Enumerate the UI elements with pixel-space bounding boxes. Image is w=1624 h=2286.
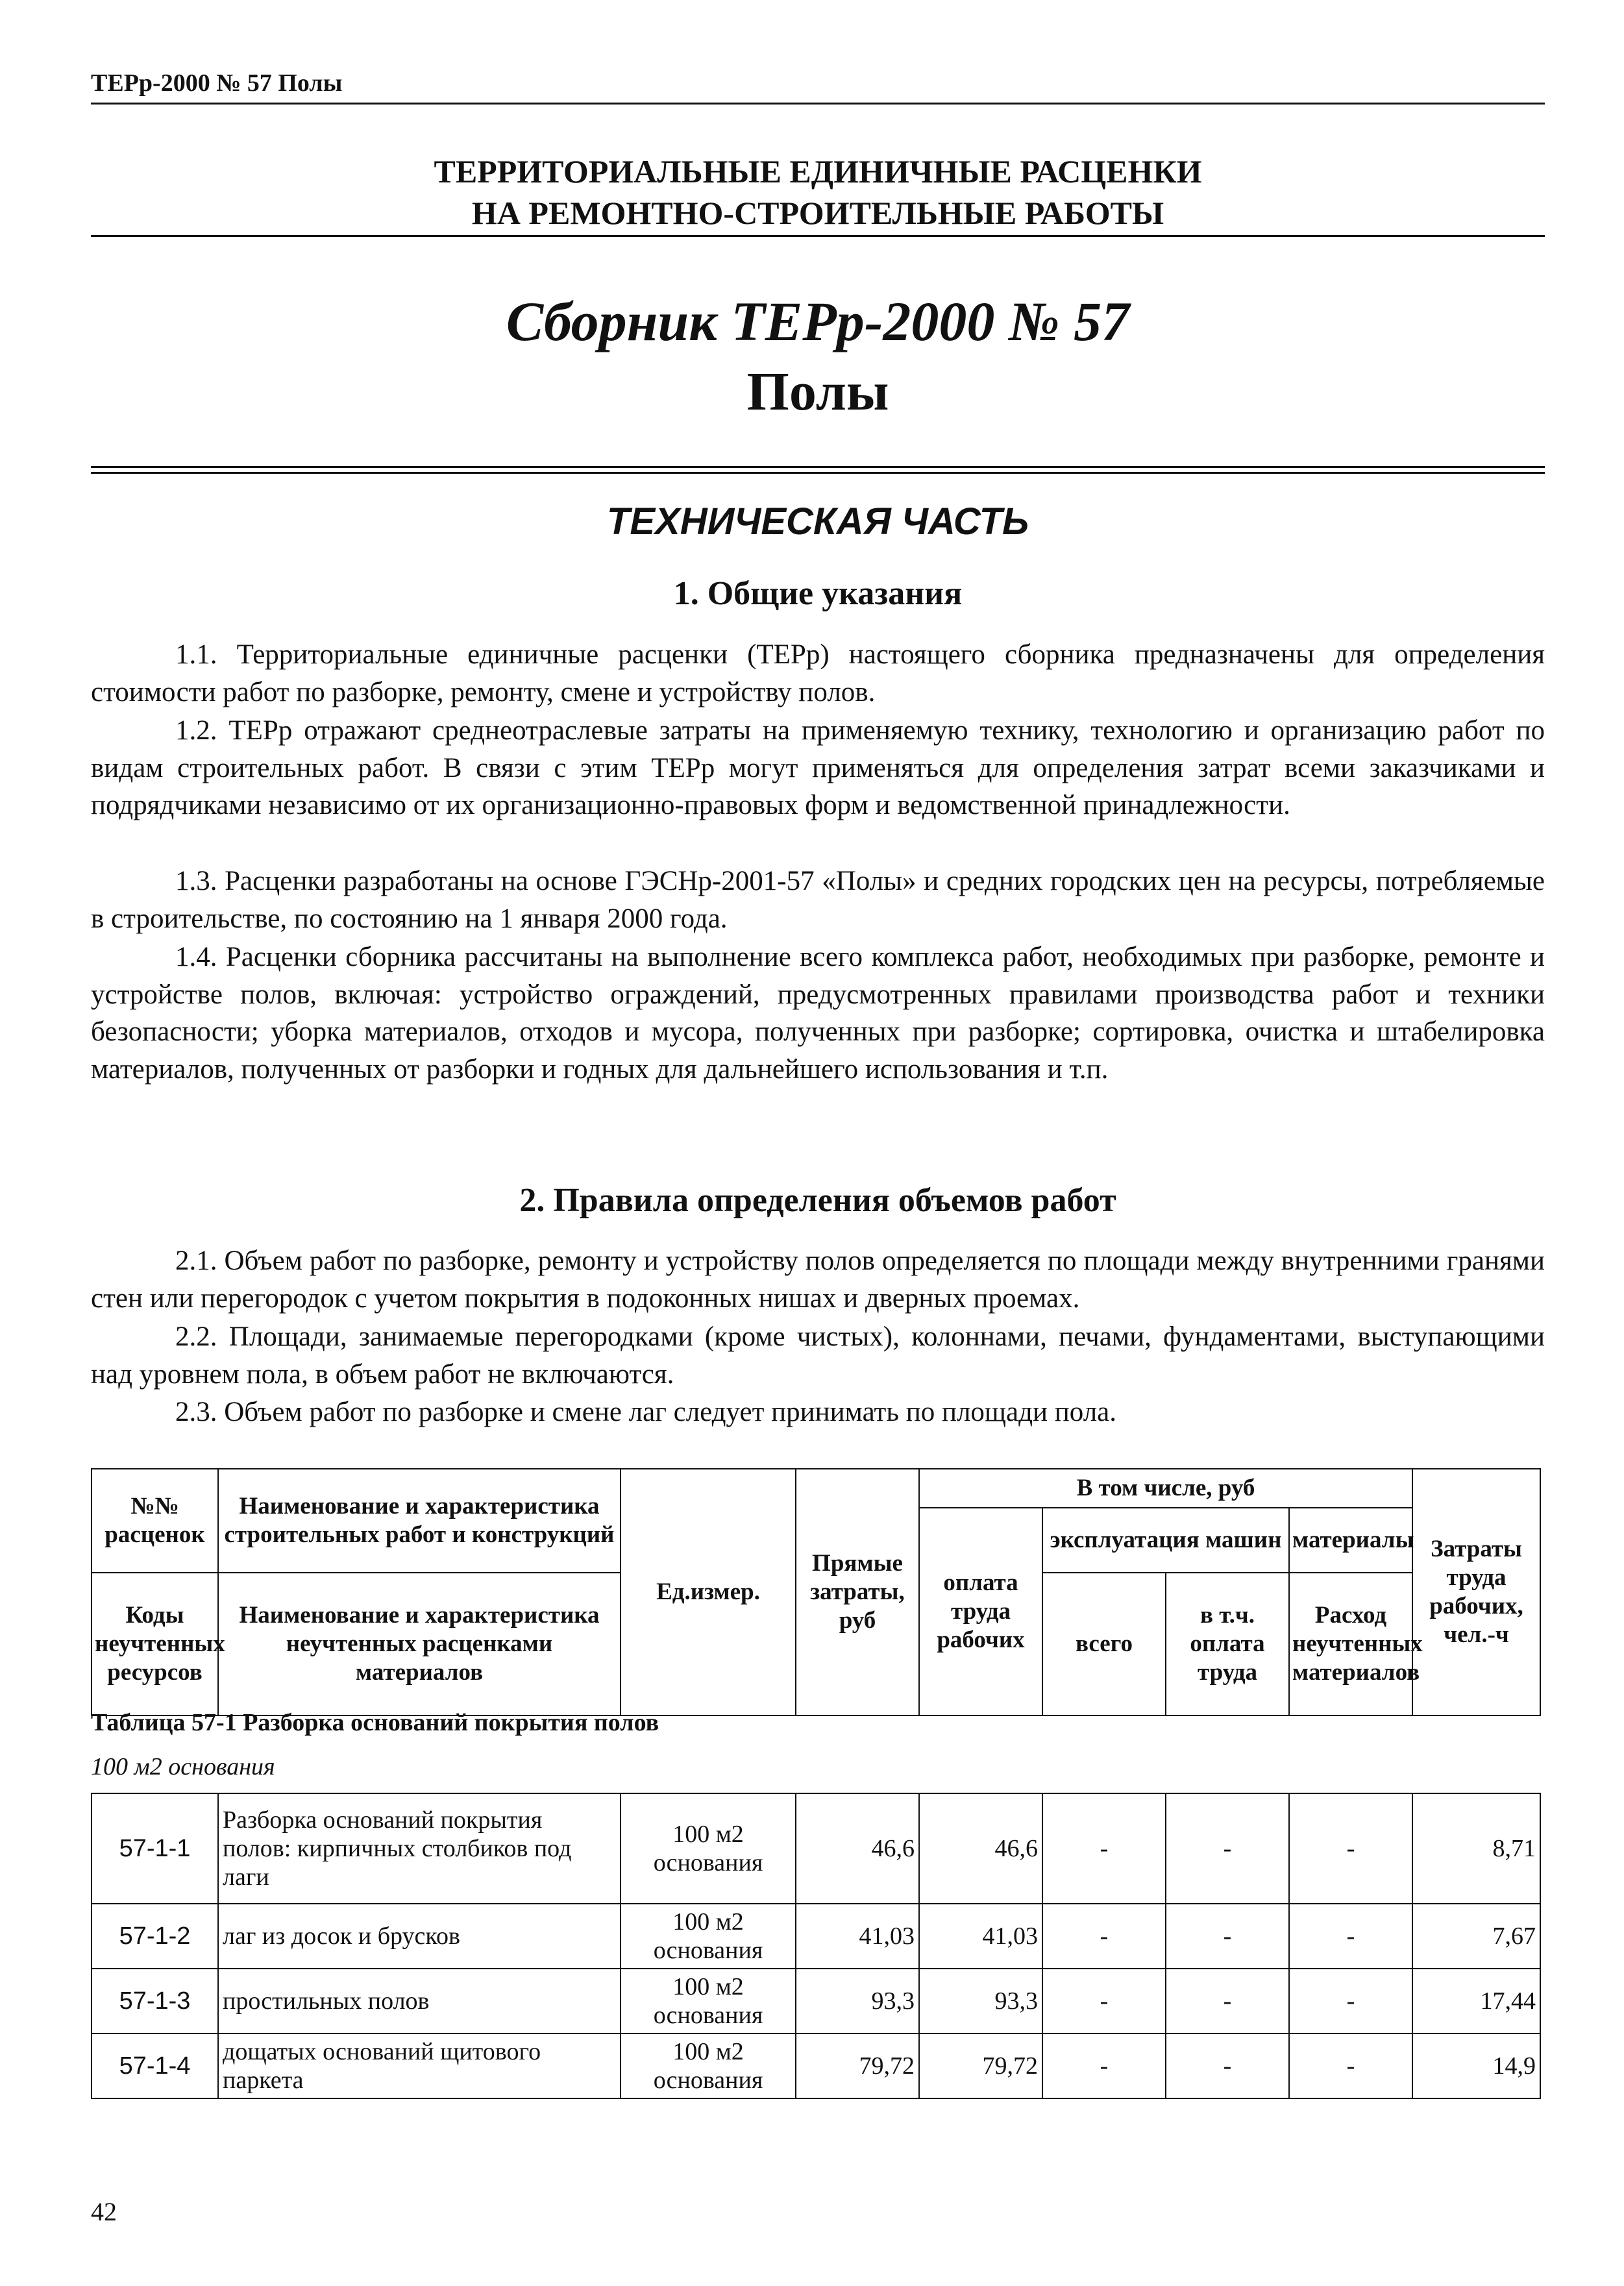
rate-machines: - — [1042, 1969, 1166, 2034]
rate-unit: 100 м2 основания — [621, 1904, 796, 1969]
header-total: всего — [1042, 1573, 1166, 1715]
table-row — [92, 1969, 1540, 2034]
rate-code: 57-1-1 — [92, 1793, 218, 1904]
rate-code: 57-1-3 — [92, 1969, 218, 2034]
header-direct-costs: Прямые затраты, руб — [796, 1469, 919, 1715]
header-codes: Коды неучтенных ресурсов — [92, 1573, 218, 1715]
rate-hours: 7,67 — [1412, 1904, 1540, 1969]
collection-title: Сборник ТЕРр-2000 № 57 — [506, 290, 1130, 352]
rate-unit: 100 м2 основания — [621, 2034, 796, 2098]
paragraph-1-3: 1.3. Расценки разработаны на основе ГЭСНр-2001-57 «Полы» и средних городских цен на ресурсы, потребляемые в строительстве, по состоянию на 1 января 2000 года. — [91, 866, 1545, 934]
table-row — [92, 2034, 1540, 2098]
rate-machines: - — [1042, 2034, 1166, 2098]
rate-unit: 100 м2 основания — [621, 1969, 796, 2034]
rates-rows-table — [91, 1793, 1541, 2099]
rate-name: Разборка оснований покрытия полов: кирпичных столбиков под лаги — [218, 1793, 621, 1904]
paragraph-2-1: 2.1. Объем работ по разборке, ремонту и устройству полов определяется по площади между внутренними гранями стен или перегородок с учетом покрытия в подоконных нишах и дверных проемах. — [91, 1246, 1545, 1314]
page-number: 42 — [91, 2197, 117, 2226]
table-row — [92, 1904, 1540, 1969]
rate-labor-pay: 41,03 — [919, 1904, 1042, 1969]
rate-labor-pay: 93,3 — [919, 1969, 1042, 2034]
rate-labor-pay: 46,6 — [919, 1793, 1042, 1904]
rate-unit: 100 м2 основания — [621, 1793, 796, 1904]
rate-machines: - — [1042, 1904, 1166, 1969]
section-2-heading: 2. Правила определения объемов работ — [519, 1182, 1116, 1219]
rate-operator: - — [1166, 1904, 1289, 1969]
rate-materials: - — [1289, 1793, 1412, 1904]
rate-code: 57-1-4 — [92, 2034, 218, 2098]
rate-materials: - — [1289, 1904, 1412, 1969]
section-1-heading: 1. Общие указания — [673, 575, 963, 612]
rate-labor-pay: 79,72 — [919, 2034, 1042, 2098]
running-head: ТЕРр-2000 № 57 Полы — [91, 69, 1545, 104]
header-material-name: Наименование и характеристика неучтенных расценками материалов — [218, 1573, 621, 1715]
paragraph-1-4: 1.4. Расценки сборника рассчитаны на выполнение всего комплекса работ, необходимых при разборке, ремонте и устройстве полов, включая: устройство ограждений, предусмотренных правилами производства работ и техники безопасности; уборка материалов, отходов и мусора, полученных при разборке; сортировка, очистка и штабелировка материалов, полученных от разборки и годных для дальнейшего использования и т.п. — [91, 942, 1545, 1085]
rate-direct: 79,72 — [796, 2034, 919, 2098]
rate-operator: - — [1166, 1793, 1289, 1904]
double-rule — [91, 466, 1545, 474]
rate-name: лаг из досок и брусков — [218, 1904, 621, 1969]
header-incl-operator-pay: в т.ч. оплата труда — [1166, 1573, 1289, 1715]
paragraph-2-3: 2.3. Объем работ по разборке и смене лаг следует принимать по площади пола. — [175, 1397, 1117, 1427]
rate-hours: 8,71 — [1412, 1793, 1540, 1904]
paragraph-1-1: 1.1. Территориальные единичные расценки (ТЕРр) настоящего сборника предназначены для определения стоимости работ по разборке, ремонту, смене и устройству полов. — [91, 639, 1545, 707]
rate-hours: 17,44 — [1412, 1969, 1540, 2034]
rate-materials: - — [1289, 1969, 1412, 2034]
paragraph-1-2: 1.2. ТЕРр отражают среднеотраслевые затраты на применяемую технику, технологию и организацию работ по видам строительных работ. В связи с этим ТЕРр могут применяться для определения затрат всеми заказчиками и подрядчиками независимо от их организационно-правовых форм и ведомственной принадлежности. — [91, 715, 1545, 820]
header-labor-pay: оплата труда рабочих — [919, 1508, 1042, 1715]
rate-machines: - — [1042, 1793, 1166, 1904]
header-work-name: Наименование и характеристика строительных работ и конструкций — [218, 1469, 621, 1573]
rate-hours: 14,9 — [1412, 2034, 1540, 2098]
rate-direct: 93,3 — [796, 1969, 919, 2034]
main-title — [91, 151, 1545, 234]
table-caption: Таблица 57-1 Разборка оснований покрытия полов — [91, 1709, 659, 1736]
rate-direct: 41,03 — [796, 1904, 919, 1969]
rate-code: 57-1-2 — [92, 1904, 218, 1969]
rate-operator: - — [1166, 1969, 1289, 2034]
rate-materials: - — [1289, 2034, 1412, 2098]
rates-header-table — [91, 1468, 1541, 1716]
title-rule — [91, 235, 1545, 237]
header-materials: материалы — [1289, 1508, 1412, 1573]
table-unit: 100 м2 основания — [91, 1753, 275, 1780]
tech-part-title: ТЕХНИЧЕСКАЯ ЧАСТЬ — [606, 500, 1029, 543]
rate-operator: - — [1166, 2034, 1289, 2098]
rate-name: простильных полов — [218, 1969, 621, 2034]
header-machine-op: эксплуатация машин — [1042, 1508, 1289, 1573]
header-rate-no: №№ расценок — [92, 1469, 218, 1573]
section-name: Полы — [746, 362, 889, 422]
header-material-usage: Расход неучтенных материалов — [1289, 1573, 1412, 1715]
table-row — [92, 1793, 1540, 1904]
rate-direct: 46,6 — [796, 1793, 919, 1904]
main-title-line: ТЕРРИТОРИАЛЬНЫЕ ЕДИНИЧНЫЕ РАСЦЕНКИ — [434, 153, 1202, 190]
rate-name: дощатых оснований щитового паркета — [218, 2034, 621, 2098]
header-unit: Ед.измер. — [621, 1469, 796, 1715]
header-labor-costs: Затраты труда рабочих, чел.-ч — [1412, 1469, 1540, 1715]
paragraph-2-2: 2.2. Площади, занимаемые перегородками (кроме чистых), колоннами, печами, фундаментами, выступающими над уровнем пола, в объем работ не включаются. — [91, 1321, 1545, 1390]
main-title-line: НА РЕМОНТНО-СТРОИТЕЛЬНЫЕ РАБОТЫ — [471, 195, 1164, 231]
header-including: В том числе, руб — [919, 1469, 1412, 1508]
